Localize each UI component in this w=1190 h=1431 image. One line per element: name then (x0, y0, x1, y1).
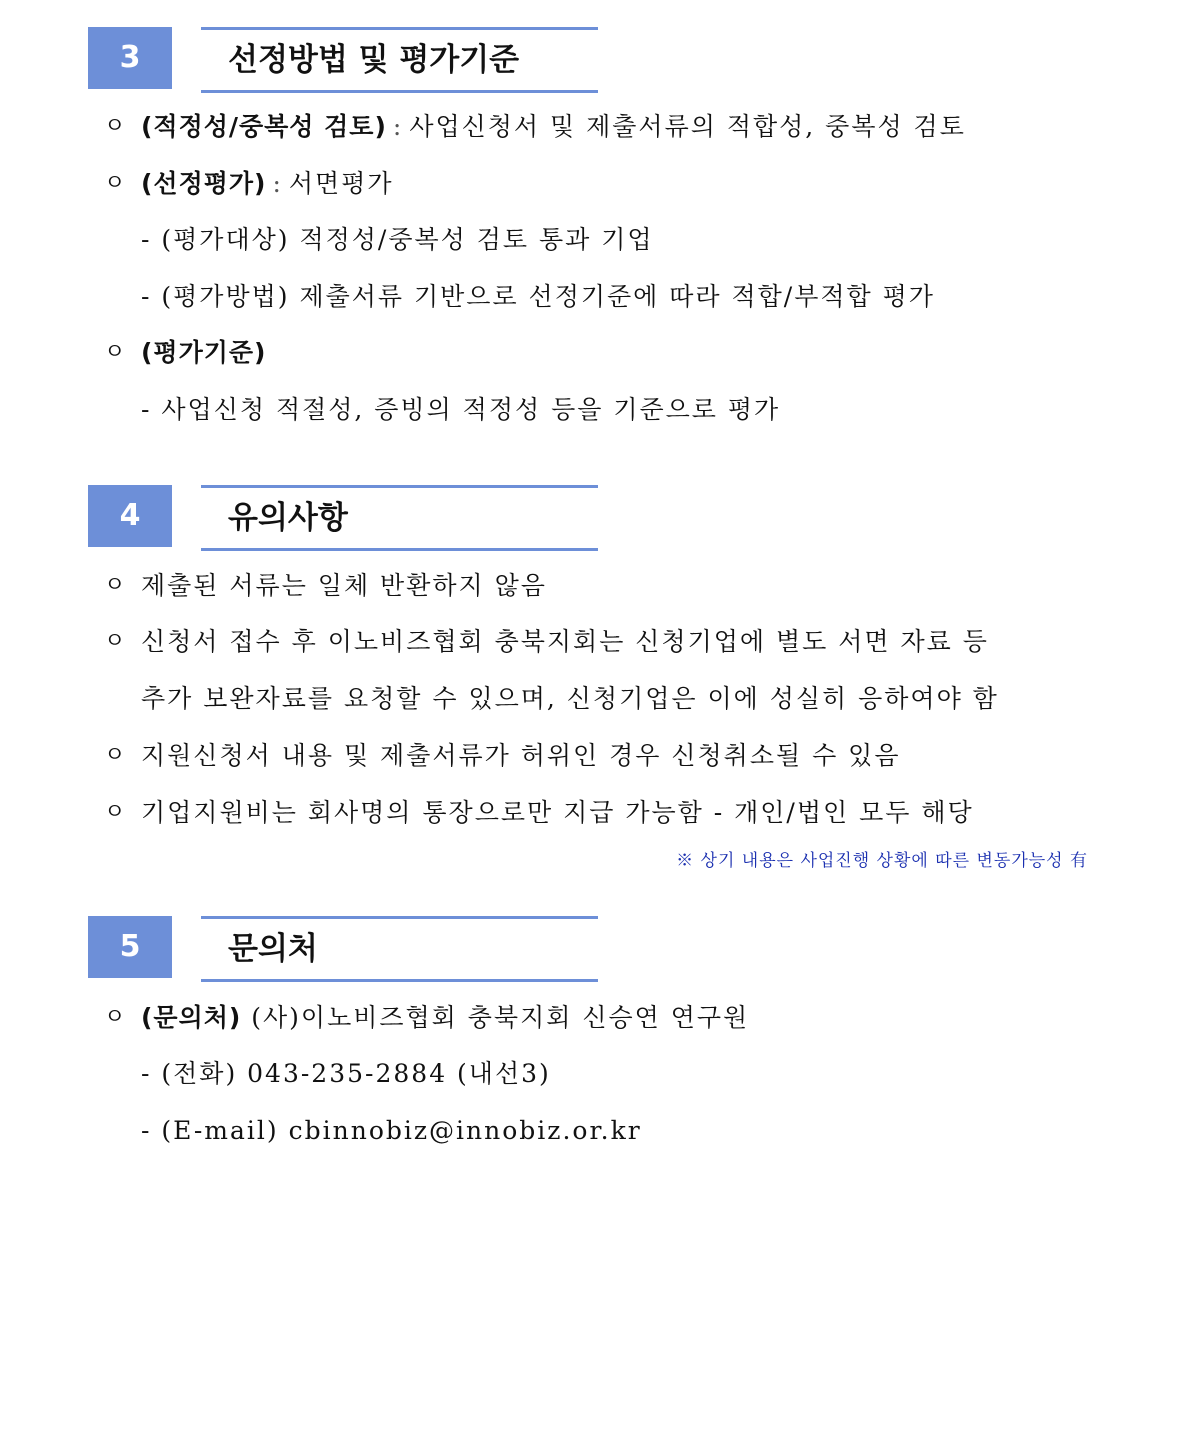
bullet-icon: ㅇ (104, 573, 128, 598)
section-number: 3 (88, 27, 172, 89)
item-label: (적정성/중복성 검토) (141, 112, 387, 141)
list-item-text: 제출된 서류는 일체 반환하지 않음 (141, 571, 547, 600)
list-item-text (141, 110, 966, 144)
bullet-icon: ㅇ (104, 171, 128, 196)
bullet-icon: ㅇ (104, 114, 128, 139)
list-item-text (141, 167, 394, 201)
section-number: 4 (88, 485, 172, 547)
sub-item-text: - (평가방법) 제출서류 기반으로 선정기준에 따라 적합/부적합 평가 (141, 282, 935, 311)
bullet-icon: ㅇ (104, 743, 128, 768)
list-item-text: 기업지원비는 회사명의 통장으로만 지급 가능함 - 개인/법인 모두 해당 (141, 798, 974, 827)
separator: : (392, 112, 404, 141)
section-number: 5 (88, 916, 172, 978)
list-item-text (141, 1001, 749, 1035)
item-text: (사)이노비즈협회 충북지회 신승연 연구원 (251, 1003, 750, 1032)
list-item-text: 지원신청서 내용 및 제출서류가 허위인 경우 신청취소될 수 있음 (141, 741, 901, 770)
phone-text: - (전화) 043-235-2884 (내선3) (141, 1059, 551, 1088)
bullet-icon: ㅇ (104, 800, 128, 825)
item-label: (평가기준) (141, 338, 267, 367)
section-title: 유의사항 (201, 485, 598, 551)
sub-item-text: - 사업신청 적절성, 증빙의 적정성 등을 기준으로 평가 (141, 395, 781, 424)
list-item-text: 추가 보완자료를 요청할 수 있으며, 신청기업은 이에 성실히 응하여야 함 (141, 684, 999, 713)
item-text: 사업신청서 및 제출서류의 적합성, 중복성 검토 (409, 112, 966, 141)
bullet-icon: ㅇ (104, 1005, 128, 1030)
item-label: (선정평가) (141, 169, 267, 198)
footnote: ※ 상기 내용은 사업진행 상황에 따른 변동가능성 有 (676, 851, 1088, 871)
separator: : (272, 169, 283, 198)
bullet-icon: ㅇ (104, 629, 128, 654)
list-item-text (141, 336, 266, 370)
bullet-icon: ㅇ (104, 340, 128, 365)
item-label: (문의처) (141, 1003, 242, 1032)
list-item-text: 신청서 접수 후 이노비즈협회 충북지회는 신청기업에 별도 서면 자료 등 (141, 627, 989, 656)
email-text[interactable]: - (E-mail) cbinnobiz@innobiz.or.kr (141, 1116, 642, 1145)
item-text: 서면평가 (288, 169, 394, 198)
section-title: 선정방법 및 평가기준 (201, 27, 598, 93)
section-title: 문의처 (201, 916, 598, 982)
sub-item-text: - (평가대상) 적정성/중복성 검토 통과 기업 (141, 225, 654, 254)
